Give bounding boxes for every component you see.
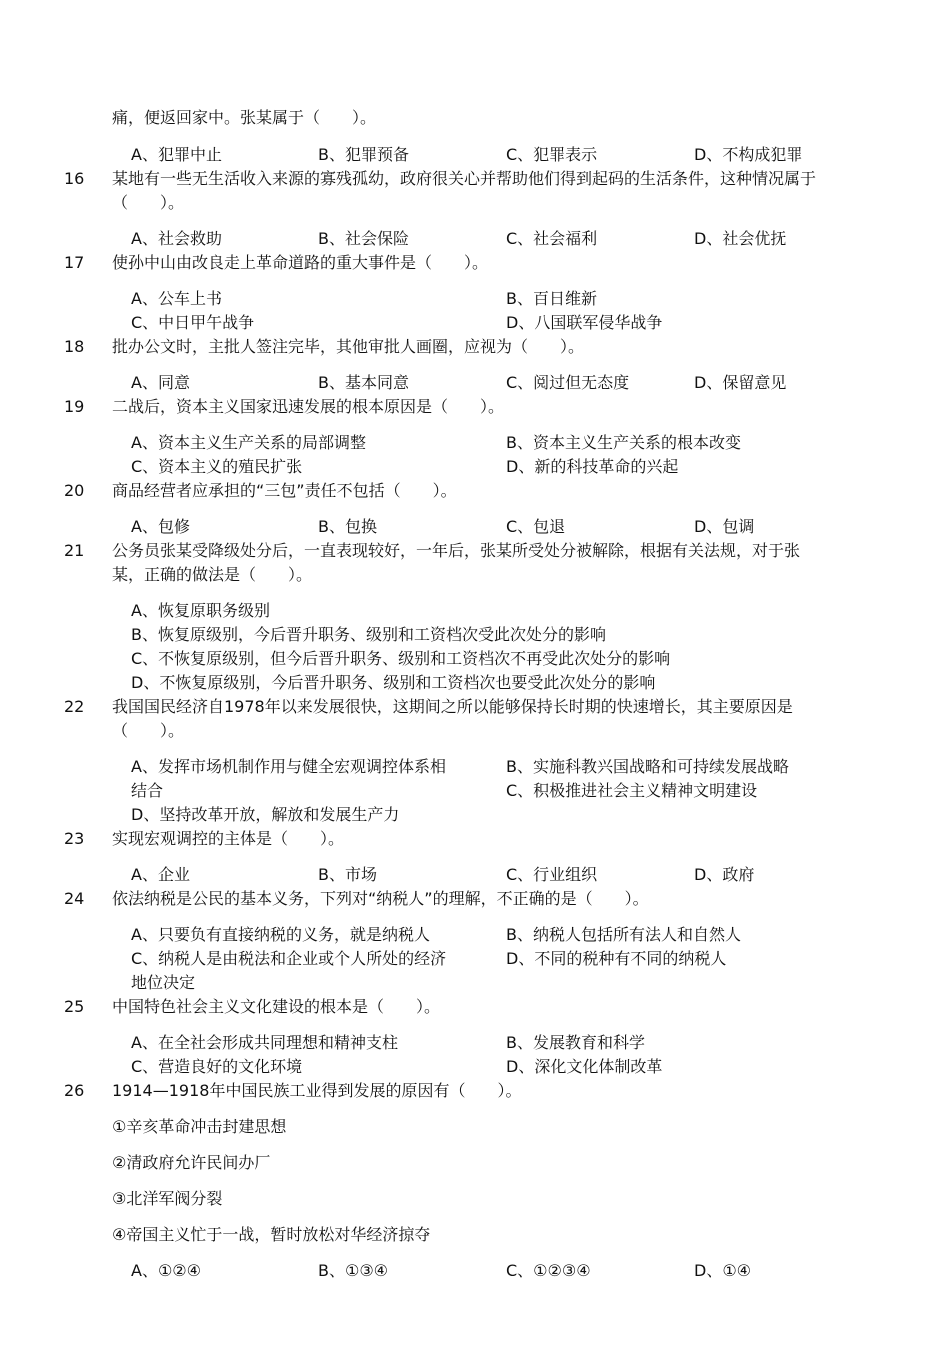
q26-statement-4: ④帝国主义忙于一战，暂时放松对华经济掠夺 <box>112 1225 431 1244</box>
question-22-text: 我国国民经济自1978年以来发展很快，这期间之所以能够保持长时期的快速增长，其主要原因是 <box>112 697 793 716</box>
q17-option-d[interactable]: D、八国联军侵华战争 <box>506 313 663 332</box>
q18-option-d[interactable]: D、保留意见 <box>694 373 787 392</box>
q16-option-a[interactable]: A、社会救助 <box>131 229 222 248</box>
q25-option-d[interactable]: D、深化文化体制改革 <box>506 1057 663 1076</box>
question-16-text-cont: （ ）。 <box>112 193 185 212</box>
q16-option-c[interactable]: C、社会福利 <box>506 229 598 248</box>
question-25-number: 25 <box>64 997 85 1016</box>
q22-option-d[interactable]: D、坚持改革开放，解放和发展生产力 <box>131 805 400 824</box>
q22-option-c[interactable]: C、积极推进社会主义精神文明建设 <box>506 781 758 800</box>
q16-option-b[interactable]: B、社会保险 <box>318 229 409 248</box>
q17-option-a[interactable]: A、公车上书 <box>131 289 222 308</box>
question-22-text-cont: （ ）。 <box>112 721 185 740</box>
q15-option-a[interactable]: A、犯罪中止 <box>131 145 222 164</box>
q19-option-a[interactable]: A、资本主义生产关系的局部调整 <box>131 433 366 452</box>
q25-option-a[interactable]: A、在全社会形成共同理想和精神支柱 <box>131 1033 398 1052</box>
q24-option-d[interactable]: D、不同的税种有不同的纳税人 <box>506 949 727 968</box>
q26-statement-2: ②清政府允许民间办厂 <box>112 1153 271 1172</box>
q23-option-a[interactable]: A、企业 <box>131 865 190 884</box>
q23-option-c[interactable]: C、行业组织 <box>506 865 598 884</box>
q18-option-a[interactable]: A、同意 <box>131 373 190 392</box>
q26-statement-3: ③北洋军阀分裂 <box>112 1189 223 1208</box>
q20-option-c[interactable]: C、包退 <box>506 517 566 536</box>
q22-option-a[interactable]: A、发挥市场机制作用与健全宏观调控体系相 <box>131 757 446 776</box>
q26-option-a[interactable]: A、①②④ <box>131 1261 201 1280</box>
q15-option-b[interactable]: B、犯罪预备 <box>318 145 409 164</box>
q24-option-b[interactable]: B、纳税人包括所有法人和自然人 <box>506 925 741 944</box>
question-23-text: 实现宏观调控的主体是（ ）。 <box>112 829 345 848</box>
question-24-text: 依法纳税是公民的基本义务，下列对“纳税人”的理解，不正确的是（ ）。 <box>112 889 649 908</box>
q19-option-c[interactable]: C、资本主义的殖民扩张 <box>131 457 303 476</box>
question-19-number: 19 <box>64 397 85 416</box>
question-21-number: 21 <box>64 541 85 560</box>
q19-option-d[interactable]: D、新的科技革命的兴起 <box>506 457 679 476</box>
question-15-text: 痛，便返回家中。张某属于（ ）。 <box>112 108 377 127</box>
question-19-text: 二战后，资本主义国家迅速发展的根本原因是（ ）。 <box>112 397 505 416</box>
q17-option-b[interactable]: B、百日维新 <box>506 289 597 308</box>
q22-option-a-cont[interactable]: 结合 <box>131 781 164 800</box>
question-24-number: 24 <box>64 889 85 908</box>
q25-option-b[interactable]: B、发展教育和科学 <box>506 1033 645 1052</box>
question-26-text: 1914—1918年中国民族工业得到发展的原因有（ ）。 <box>112 1081 522 1100</box>
q17-option-c[interactable]: C、中日甲午战争 <box>131 313 255 332</box>
q19-option-b[interactable]: B、资本主义生产关系的根本改变 <box>506 433 741 452</box>
question-16-text: 某地有一些无生活收入来源的寡残孤幼，政府很关心并帮助他们得到起码的生活条件，这种情况属于 <box>112 169 817 188</box>
question-20-text: 商品经营者应承担的“三包”责任不包括（ ）。 <box>112 481 457 500</box>
q26-option-b[interactable]: B、①③④ <box>318 1261 389 1280</box>
q21-option-c[interactable]: C、不恢复原级别，但今后晋升职务、级别和工资档次不再受此次处分的影响 <box>131 649 671 668</box>
question-17-number: 17 <box>64 253 85 272</box>
q24-option-c-cont[interactable]: 地位决定 <box>131 973 196 992</box>
q21-option-d[interactable]: D、不恢复原级别，今后晋升职务、级别和工资档次也要受此次处分的影响 <box>131 673 656 692</box>
q15-option-d[interactable]: D、不构成犯罪 <box>694 145 803 164</box>
q23-option-d[interactable]: D、政府 <box>694 865 755 884</box>
q24-option-c[interactable]: C、纳税人是由税法和企业或个人所处的经济 <box>131 949 447 968</box>
q26-statement-1: ①辛亥革命冲击封建思想 <box>112 1117 287 1136</box>
q26-option-c[interactable]: C、①②③④ <box>506 1261 591 1280</box>
question-26-number: 26 <box>64 1081 85 1100</box>
q22-option-b[interactable]: B、实施科教兴国战略和可持续发展战略 <box>506 757 789 776</box>
q25-option-c[interactable]: C、营造良好的文化环境 <box>131 1057 303 1076</box>
q21-option-a[interactable]: A、恢复原职务级别 <box>131 601 270 620</box>
q18-option-c[interactable]: C、阅过但无态度 <box>506 373 630 392</box>
q23-option-b[interactable]: B、市场 <box>318 865 377 884</box>
q20-option-d[interactable]: D、包调 <box>694 517 755 536</box>
q18-option-b[interactable]: B、基本同意 <box>318 373 409 392</box>
question-21-text: 公务员张某受降级处分后，一直表现较好，一年后，张某所受处分被解除，根据有关法规，对于张 <box>112 541 801 560</box>
question-16-number: 16 <box>64 169 85 188</box>
q21-option-b[interactable]: B、恢复原级别，今后晋升职务、级别和工资档次受此次处分的影响 <box>131 625 606 644</box>
q15-option-c[interactable]: C、犯罪表示 <box>506 145 598 164</box>
question-20-number: 20 <box>64 481 85 500</box>
q16-option-d[interactable]: D、社会优抚 <box>694 229 787 248</box>
question-18-number: 18 <box>64 337 85 356</box>
question-23-number: 23 <box>64 829 85 848</box>
q26-option-d[interactable]: D、①④ <box>694 1261 752 1280</box>
question-21-text-cont: 某，正确的做法是（ ）。 <box>112 565 313 584</box>
question-17-text: 使孙中山由改良走上革命道路的重大事件是（ ）。 <box>112 253 489 272</box>
question-22-number: 22 <box>64 697 85 716</box>
q20-option-b[interactable]: B、包换 <box>318 517 377 536</box>
q24-option-a[interactable]: A、只要负有直接纳税的义务，就是纳税人 <box>131 925 430 944</box>
q20-option-a[interactable]: A、包修 <box>131 517 190 536</box>
question-18-text: 批办公文时，主批人签注完毕，其他审批人画圈，应视为（ ）。 <box>112 337 585 356</box>
question-25-text: 中国特色社会主义文化建设的根本是（ ）。 <box>112 997 441 1016</box>
